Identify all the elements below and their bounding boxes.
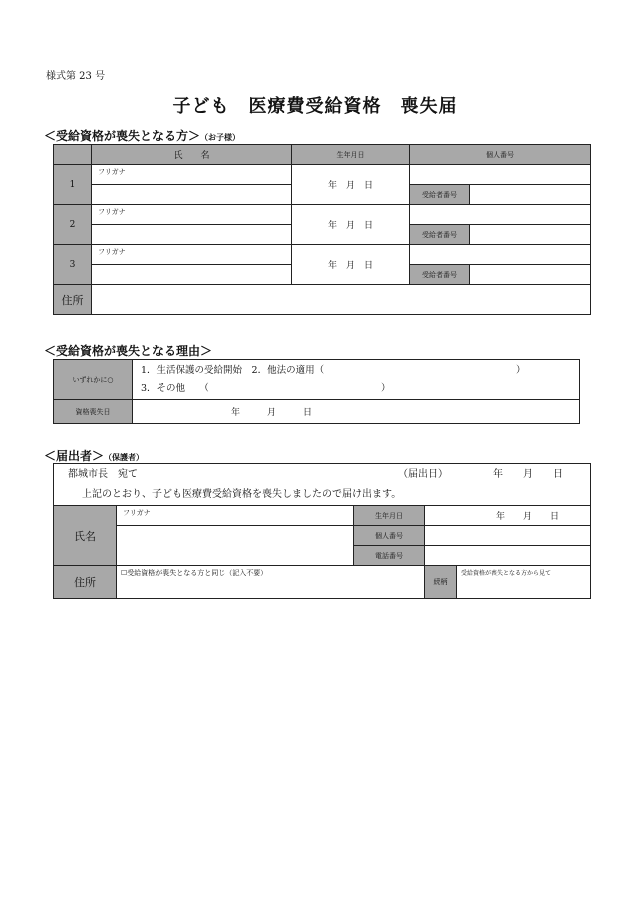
row-number: 1 [54,165,92,205]
section-label: ＜受給資格が喪失となる方＞ [44,129,201,143]
applicant-dob-label: 生年月日 [354,506,425,526]
applicant-kana-field[interactable] [117,506,354,526]
name-field[interactable] [92,225,292,245]
applicant-mynumber-boxes[interactable] [425,526,591,546]
recipient-number-label: 受給者番号 [410,185,470,205]
header-blank [54,145,92,165]
applicant-mynumber-label: 個人番号 [354,526,425,546]
mynumber-boxes[interactable] [410,165,591,185]
dob-field[interactable]: 年 月 日 [292,165,410,205]
applicant-address-label: 住所 [54,566,117,599]
applicant-phone-field[interactable] [425,546,591,566]
address-field[interactable] [92,285,591,315]
section-sub: （保護者） [104,453,145,462]
dob-field[interactable]: 年 月 日 [292,245,410,285]
relation-label: 続柄 [425,566,457,599]
applicant-dob-field[interactable]: 年 月 日 [425,506,591,526]
address-label: 住所 [54,285,92,315]
row-number: 3 [54,245,92,285]
section-sub: （お子様） [200,133,241,142]
kana-field[interactable] [92,245,292,265]
reason-options[interactable] [133,360,580,400]
option-3[interactable]: 3．その他 （ [141,382,209,394]
section-label: ＜受給資格が喪失となる理由＞ [44,344,213,358]
section-heading-reason [44,342,212,359]
header-dob: 生年月日 [292,145,410,165]
recipient-number-field[interactable] [470,185,591,205]
relation-note: 受給資格が喪失となる方から見て [461,570,552,577]
kana-label: フリガナ [98,208,126,216]
form-number: 様式第 23 号 [46,71,106,82]
section-heading-applicant [44,447,144,464]
declaration-statement: 上記のとおり、子ども医療費受給資格を喪失しましたので届け出ます。 [82,488,402,500]
applicant-address-field[interactable] [117,566,425,599]
dob-field[interactable]: 年 月 日 [292,205,410,245]
name-field[interactable] [92,185,292,205]
same-address-checkbox[interactable]: ☐受給資格が喪失となる方と同じ（記入不要） [121,569,268,577]
recipient-number-label: 受給者番号 [410,225,470,245]
choose-label: いずれかに○ [54,360,133,400]
submit-date-field[interactable]: 年 月 日 [493,468,563,480]
reason-table [53,359,580,424]
mynumber-boxes[interactable] [410,245,591,265]
recipient-number-label: 受給者番号 [410,265,470,285]
row-number: 2 [54,205,92,245]
declaration [54,464,591,506]
kana-field[interactable] [92,205,292,225]
mynumber-boxes[interactable] [410,205,591,225]
recipient-table [53,144,591,315]
kana-field[interactable] [92,165,292,185]
recipient-number-field[interactable] [470,225,591,245]
loss-date-field[interactable]: 年 月 日 [133,400,580,424]
applicant-table [53,463,591,599]
kana-label: フリガナ [98,248,126,256]
close-paren-3: ） [381,382,391,394]
header-name: 氏 名 [92,145,292,165]
page-title: 子ども 医療費受給資格 喪失届 [172,96,458,117]
name-field[interactable] [92,265,292,285]
applicant-name-label: 氏名 [54,506,117,566]
loss-date-label: 資格喪失日 [54,400,133,424]
option-1-2[interactable]: 1．生活保護の受給開始 2．他法の適用（ [141,364,325,376]
section-label: ＜届出者＞ [44,449,105,463]
section-heading-recipient [44,127,240,144]
addressee: 都城市長 宛て [68,468,138,480]
submit-date-label: （届出日） [398,468,448,480]
kana-label: フリガナ [123,509,151,517]
applicant-name-field[interactable] [117,526,354,566]
applicant-phone-label: 電話番号 [354,546,425,566]
recipient-number-field[interactable] [470,265,591,285]
kana-label: フリガナ [98,168,126,176]
close-paren-1: ） [516,364,526,376]
relation-field[interactable] [457,566,591,599]
header-mynumber: 個人番号 [410,145,591,165]
